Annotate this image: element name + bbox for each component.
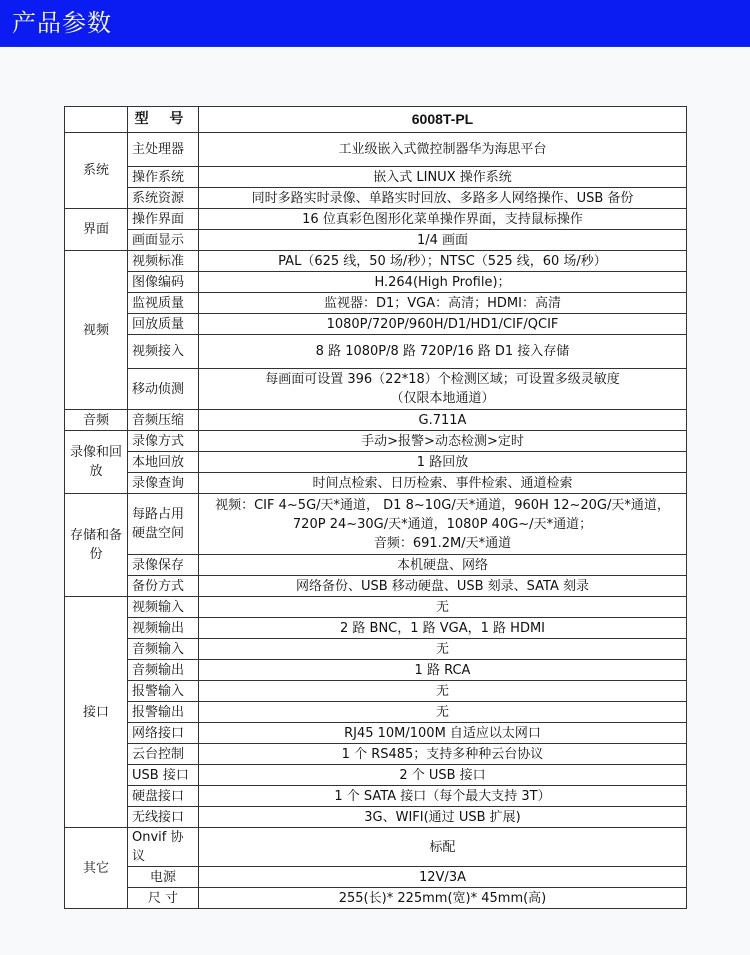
table-row — [65, 452, 687, 473]
table-row — [65, 723, 687, 744]
item-value: H.264(High Profile)； — [199, 272, 687, 293]
item-label: 录像方式 — [128, 431, 199, 452]
table-row — [65, 133, 687, 167]
item-value: 网络备份、USB 移动硬盘、USB 刻录、SATA 刻录 — [199, 576, 687, 597]
item-label: USB 接口 — [128, 765, 199, 786]
item-label: 录像查询 — [128, 473, 199, 494]
item-value: 1 个 SATA 接口（每个最大支持 3T） — [199, 786, 687, 807]
table-row — [65, 251, 687, 272]
table-row — [65, 639, 687, 660]
item-value-multiline — [199, 369, 687, 410]
value-line: 音频：691.2M/天*通道 — [373, 535, 512, 551]
spec-table — [64, 106, 687, 909]
item-label: 电源 — [128, 867, 199, 888]
item-label: 画面显示 — [128, 230, 199, 251]
item-label: 操作系统 — [128, 167, 199, 188]
table-row — [65, 807, 687, 828]
item-label: 音频压缩 — [128, 410, 199, 431]
table-row — [65, 473, 687, 494]
item-label: 备份方式 — [128, 576, 199, 597]
table-row — [65, 597, 687, 618]
table-header-row — [65, 107, 687, 133]
value-line: 每画面可设置 396（22*18）个检测区域；可设置多级灵敏度 — [265, 372, 620, 387]
table-row — [65, 167, 687, 188]
item-value: 同时多路实时录像、单路实时回放、多路多人网络操作、USB 备份 — [199, 188, 687, 209]
table-row — [65, 828, 687, 867]
table-row — [65, 765, 687, 786]
item-label: 主处理器 — [128, 133, 199, 167]
table-row — [65, 369, 687, 410]
table-row — [65, 494, 687, 555]
table-row — [65, 786, 687, 807]
category-system: 系统 — [65, 133, 128, 209]
item-label: 移动侦测 — [128, 369, 199, 410]
item-value: 嵌入式 LINUX 操作系统 — [199, 167, 687, 188]
item-value: 8 路 1080P/8 路 720P/16 路 D1 接入存储 — [199, 335, 687, 369]
item-label: 录像保存 — [128, 555, 199, 576]
item-value: G.711A — [199, 410, 687, 431]
item-label: Onvif 协议 — [128, 828, 199, 867]
item-label: 尺 寸 — [128, 888, 199, 909]
table-row — [65, 618, 687, 639]
item-value: RJ45 10M/100M 自适应以太网口 — [199, 723, 687, 744]
item-value: 无 — [199, 681, 687, 702]
table-row — [65, 431, 687, 452]
table-row — [65, 272, 687, 293]
item-label: 回放质量 — [128, 314, 199, 335]
item-label: 无线接口 — [128, 807, 199, 828]
table-row — [65, 867, 687, 888]
item-label: 音频输入 — [128, 639, 199, 660]
item-label: 网络接口 — [128, 723, 199, 744]
item-value: 监视器：D1；VGA：高清；HDMI：高清 — [199, 293, 687, 314]
table-row — [65, 209, 687, 230]
item-label: 报警输出 — [128, 702, 199, 723]
item-value: 16 位真彩色图形化菜单操作界面，支持鼠标操作 — [199, 209, 687, 230]
item-value: 时间点检索、日历检索、事件检索、通道检索 — [199, 473, 687, 494]
table-row — [65, 293, 687, 314]
item-value: 1 个 RS485；支持多种种云台协议 — [199, 744, 687, 765]
item-label: 视频输入 — [128, 597, 199, 618]
value-line: 720P 24~30G/天*通道，1080P 40G~/天*通道； — [292, 516, 593, 532]
item-value: 1 路回放 — [199, 452, 687, 473]
item-value: 12V/3A — [199, 867, 687, 888]
table-row — [65, 660, 687, 681]
item-label: 每路占用硬盘空间 — [128, 494, 199, 555]
item-value: 无 — [199, 597, 687, 618]
item-label: 报警输入 — [128, 681, 199, 702]
item-value: 3G、WIFI(通过 USB 扩展) — [199, 807, 687, 828]
table-row — [65, 744, 687, 765]
table-row — [65, 314, 687, 335]
item-value: 1080P/720P/960H/D1/HD1/CIF/QCIF — [199, 314, 687, 335]
item-value: 无 — [199, 639, 687, 660]
header-banner — [0, 0, 750, 47]
item-label: 操作界面 — [128, 209, 199, 230]
item-value: PAL（625 线，50 场/秒）；NTSC（525 线，60 场/秒） — [199, 251, 687, 272]
item-value: 2 路 BNC，1 路 VGA，1 路 HDMI — [199, 618, 687, 639]
table-row — [65, 410, 687, 431]
item-value: 1 路 RCA — [199, 660, 687, 681]
item-label: 云台控制 — [128, 744, 199, 765]
item-label: 视频接入 — [128, 335, 199, 369]
category-ports: 接口 — [65, 597, 128, 828]
item-value: 1/4 画面 — [199, 230, 687, 251]
category-other: 其它 — [65, 828, 128, 909]
item-value: 本机硬盘、网络 — [199, 555, 687, 576]
item-value: 标配 — [199, 828, 687, 867]
table-row — [65, 888, 687, 909]
table-row — [65, 555, 687, 576]
item-value: 无 — [199, 702, 687, 723]
category-storage: 存储和备份 — [65, 494, 128, 597]
value-line: 视频：CIF 4~5G/天*通道， D1 8~10G/天*通道，960H 12~20G/天*通道， — [215, 497, 670, 513]
table-row — [65, 335, 687, 369]
header-model-label: 型 号 — [128, 107, 199, 133]
table-row — [65, 230, 687, 251]
item-value: 2 个 USB 接口 — [199, 765, 687, 786]
item-label: 本地回放 — [128, 452, 199, 473]
header-blank-cell — [65, 107, 128, 133]
table-row — [65, 576, 687, 597]
category-video: 视频 — [65, 251, 128, 410]
item-label: 图像编码 — [128, 272, 199, 293]
item-value-multiline — [199, 494, 687, 555]
item-label: 视频标准 — [128, 251, 199, 272]
table-row — [65, 702, 687, 723]
category-audio: 音频 — [65, 410, 128, 431]
item-value: 255(长)* 225mm(宽)* 45mm(高) — [199, 888, 687, 909]
table-row — [65, 681, 687, 702]
category-recording: 录像和回放 — [65, 431, 128, 494]
item-label: 音频输出 — [128, 660, 199, 681]
item-label: 系统资源 — [128, 188, 199, 209]
table-row — [65, 188, 687, 209]
page-title: 产品参数 — [12, 9, 112, 37]
value-line: （仅限本地通道） — [390, 391, 495, 406]
item-label: 监视质量 — [128, 293, 199, 314]
item-label: 视频输出 — [128, 618, 199, 639]
category-interface: 界面 — [65, 209, 128, 251]
item-value: 工业级嵌入式微控制器华为海思平台 — [199, 133, 687, 167]
header-model-value: 6008T-PL — [199, 107, 687, 133]
item-value: 手动>报警>动态检测>定时 — [199, 431, 687, 452]
item-label: 硬盘接口 — [128, 786, 199, 807]
